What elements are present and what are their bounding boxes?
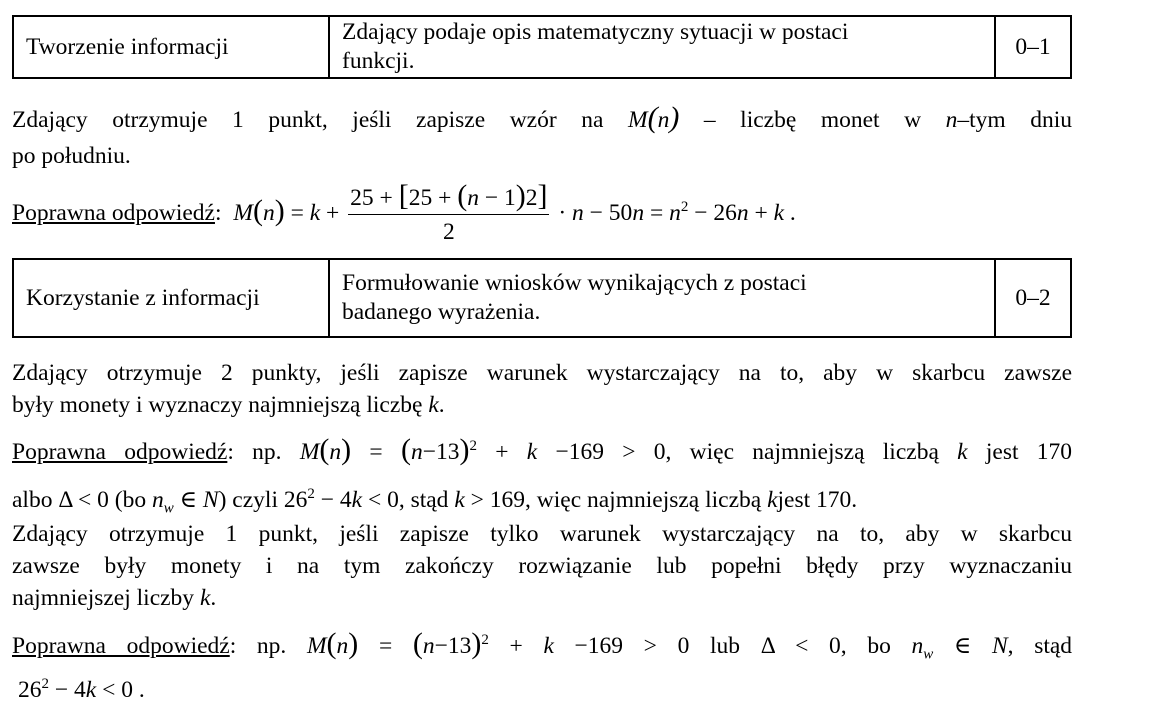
formula-delta: Δ < 0,: [760, 632, 847, 659]
formula-M-n: M(n): [627, 101, 680, 134]
variable-k: k: [428, 392, 439, 418]
fraction: [348, 180, 549, 249]
criterion-table-2: [12, 258, 1072, 338]
variable-k: k: [767, 486, 778, 513]
scoring-rule-1-cont: po południu.: [12, 143, 131, 169]
text: : np.: [229, 632, 287, 659]
criterion-table-1: [12, 15, 1072, 79]
formula-nw: $n_w$ ∈ N: [152, 486, 219, 517]
text: albo: [12, 486, 53, 513]
scoring-rule-3-line-3: [12, 582, 1072, 614]
scoring-rule-3-line-1: Zdający otrzymuje 1 punkt, jeśli zapisze tylko warunek wystarczający na to, aby w skarbcu: [12, 521, 1072, 547]
variable-n: n: [945, 107, 958, 133]
criterion-description-line: Zdający podaje opis matematyczny sytuacji w postaci: [342, 19, 849, 45]
formula-k: k > 169: [454, 486, 526, 513]
text: , stąd: [398, 486, 449, 513]
variable-k: k: [957, 438, 968, 465]
correct-answer-3-line-2: [18, 668, 1078, 706]
criterion-description: [329, 259, 995, 337]
scoring-rule-1: [12, 102, 1072, 136]
criterion-description-line: funkcji.: [342, 48, 415, 74]
formula: $M(n) = (n-13)^2 + k -169 > 0$: [306, 626, 690, 660]
text: ) czyli: [218, 486, 278, 513]
criterion-description: [329, 16, 995, 78]
fraction-numerator: 25 + [25 + (n − 1)2]: [348, 180, 549, 215]
text: : np.: [227, 438, 282, 465]
answer-label: Poprawna odpowiedź: [12, 199, 215, 226]
criterion-description-line: Formułowanie wniosków wynikających z postaci: [342, 270, 807, 296]
fraction-denominator: 2: [442, 218, 455, 245]
text: .: [438, 392, 445, 418]
criterion-area: Tworzenie informacji: [13, 16, 329, 78]
text: jest 170: [985, 438, 1073, 465]
correct-answer-2-line-1: [12, 428, 1072, 470]
formula-rhs: · $n - 50n = n^2 - 26n + k$ .: [558, 199, 796, 226]
scoring-rule-2-cont: [12, 389, 1072, 421]
text: –tym dniu: [957, 107, 1073, 133]
variable-k: k: [199, 585, 211, 611]
formula-ineq: $26^2 - 4k < 0$ .: [18, 676, 145, 703]
formula-ineq: $26^2 - 4k < 0$: [283, 486, 399, 513]
text: .: [210, 585, 217, 611]
formula-nw: $n_w$ ∈ N,: [911, 632, 1014, 663]
scoring-rule-3-line-2: zawsze były monety i na tym zakończy rozwiązanie lub popełni błędy przy wyznaczaniu: [12, 553, 1072, 579]
criterion-points: 0–1: [995, 16, 1071, 78]
criterion-points: 0–2: [995, 259, 1071, 337]
text: (bo: [114, 486, 147, 513]
text: stąd: [1034, 632, 1073, 659]
criterion-area: Korzystanie z informacji: [13, 259, 329, 337]
criterion-description-line: badanego wyrażenia.: [342, 299, 541, 325]
formula-lhs: M(n) = k +: [233, 193, 340, 227]
formula: $M(n) = (n-13)^2 + k -169 > 0$: [299, 432, 666, 466]
text: , więc najmniejszą liczbą: [665, 438, 939, 465]
answer-label: Poprawna odpowiedź: [12, 632, 230, 659]
text: Zdający otrzymuje 1 punkt, jeśli zapisze wzór na: [12, 107, 604, 133]
formula-delta: Δ < 0: [58, 486, 109, 513]
text: jest 170.: [777, 486, 858, 513]
text: , więc najmniejszą liczbą: [525, 486, 762, 513]
text: – liczbę monet w: [703, 107, 922, 133]
text: były monety i wyznaczy najmniejszą liczbę: [12, 392, 423, 418]
text: lub: [710, 632, 741, 659]
correct-answer-1: Poprawna odpowiedź: M(n) = k + $\frac{25 + [25 + (n - 1)2]}{2}$ · $n - 50n = n^2 - 26n + k$ .: [12, 172, 1072, 249]
scoring-rule-2: Zdający otrzymuje 2 punkty, jeśli zapisze warunek wystarczający na to, aby w skarbcu zawsze: [12, 360, 1072, 386]
correct-answer-3-line-1: [12, 622, 1072, 673]
text: bo: [867, 632, 891, 659]
answer-label: Poprawna odpowiedź: [12, 438, 228, 465]
text: najmniejszej liczby: [12, 585, 195, 611]
